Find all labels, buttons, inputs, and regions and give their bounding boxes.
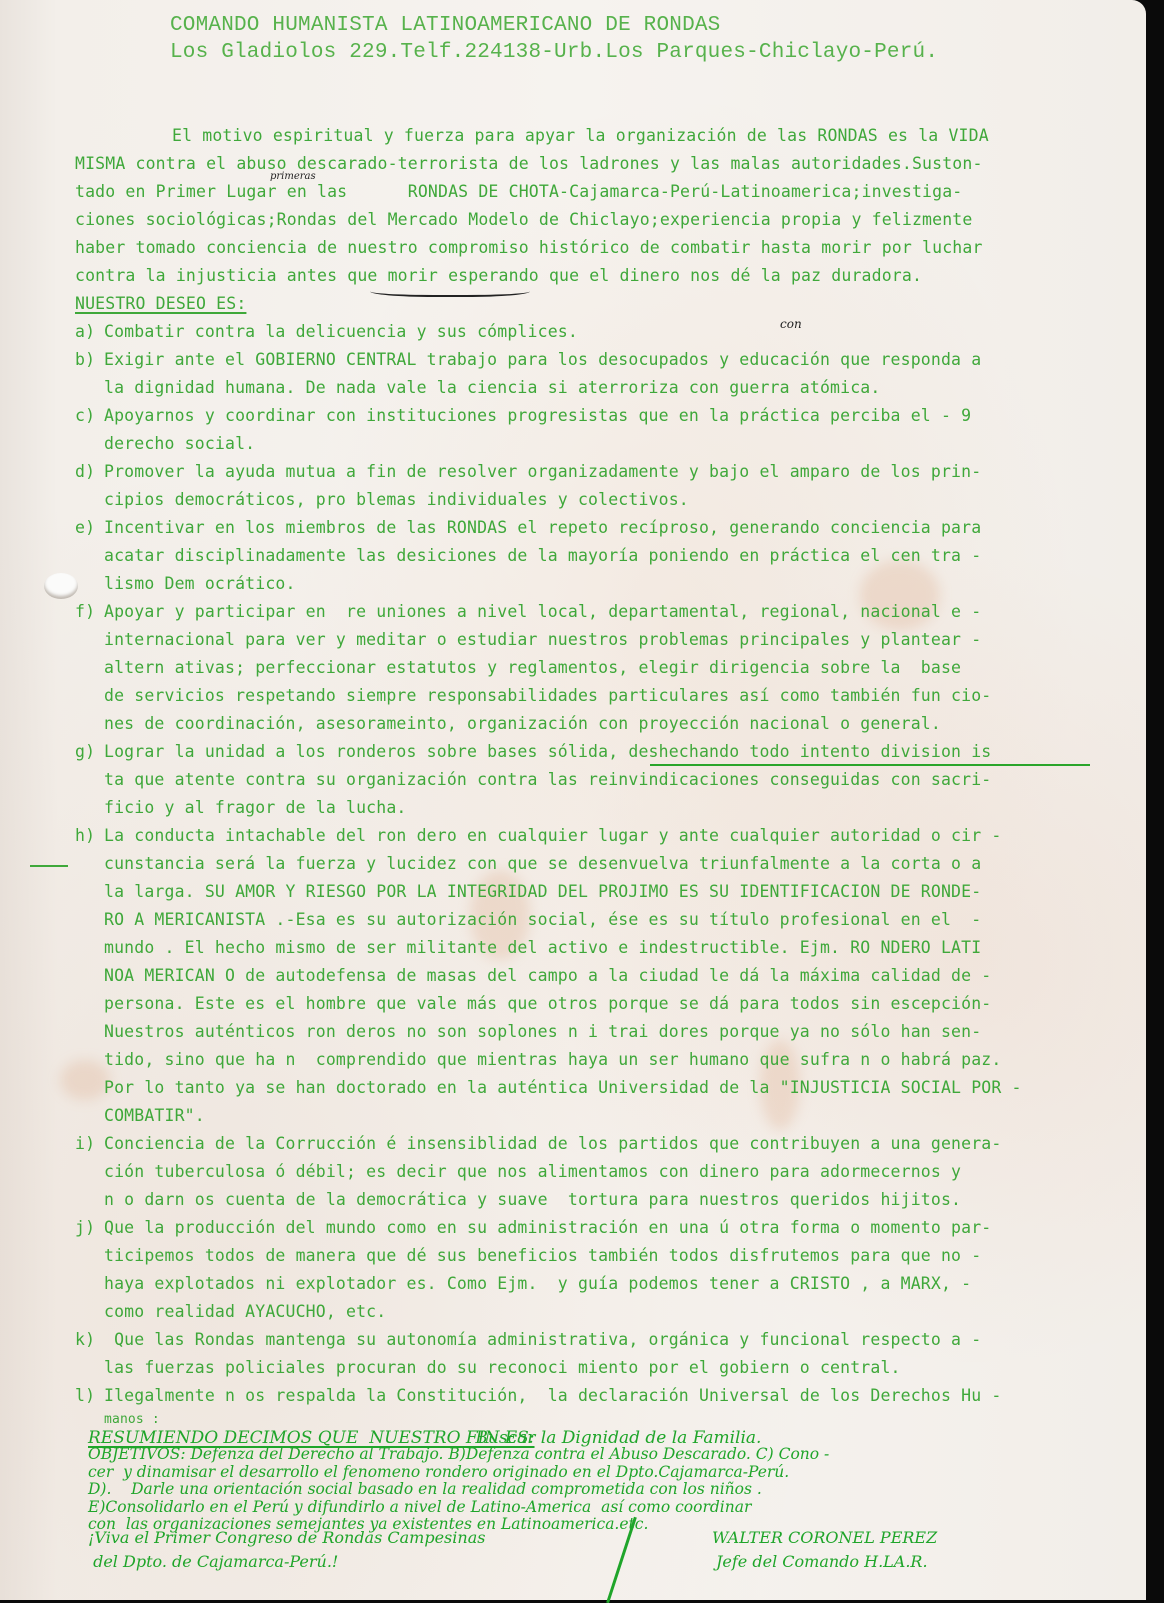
intro-line: MISMA contra el abuso descarado-terrorista de los ladrones y las malas autoridades.Suston- — [75, 154, 983, 173]
item-line: Exigir ante el GOBIERNO CENTRAL trabajo para los desocupados y educación que responda a — [104, 350, 982, 369]
item-label: f) — [75, 602, 96, 621]
intro-line: ciones sociológicas;Rondas del Mercado Modelo de Chiclayo;experiencia propia y felizmente — [75, 210, 973, 229]
handwritten-annotation: con — [780, 317, 802, 331]
item-line: Promover la ayuda mutua a fin de resolver organizadamente y bajo el amparo de los prin- — [104, 462, 982, 481]
item-line: internacional para ver y meditar o estudiar nuestros problemas principales y plantear - — [104, 630, 982, 649]
item-line: Combatir contra la delicuencia y sus cómplices. — [104, 322, 578, 341]
intro-line: contra la injusticia antes que morir esperando que el dinero nos dé la paz duradora. — [75, 266, 923, 285]
item-label: b) — [75, 350, 96, 369]
item-line: las fuerzas policiales procuran do su reconoci miento por el gobiern o central. — [104, 1358, 901, 1377]
item-label: g) — [75, 742, 96, 761]
summary-heading: RESUMIENDO DECIMOS QUE NUESTRO FIN ES: — [88, 1428, 535, 1448]
item-line: Por lo tanto ya se han doctorado en la auténtica Universidad de la "INJUSTICIA SOCIAL POR - — [104, 1078, 1022, 1097]
item-line: ta que atente contra su organización contra las reinvindicaciones conseguidas con sacri- — [104, 770, 992, 789]
item-line: ficio y al fragor de la lucha. — [104, 798, 407, 817]
item-line: mundo . El hecho mismo de ser militante del activo e indestructible. Ejm. RO NDERO LATI — [104, 938, 982, 957]
objectives-line: con las organizaciones semejantes ya existentes en Latinoamerica.etc. — [88, 1515, 649, 1533]
item-line: manos : — [104, 1412, 160, 1427]
margin-mark — [30, 865, 68, 867]
item-label: e) — [75, 518, 96, 537]
item-line: ticipemos todos de manera que dé sus beneficios también todos disfrutemos para que no - — [104, 1246, 982, 1265]
item-line: Nuestros auténticos ron deros no son soplones n i trai dores porque ya no sólo han sen- — [104, 1022, 982, 1041]
item-line: RO A MERICANISTA .-Esa es su autorización social, ése es su título profesional en el - — [104, 910, 982, 929]
scribble-mark — [370, 283, 530, 297]
item-line: Apoyar y participar en re uniones a nivel local, departamental, regional, nacional e - — [104, 602, 982, 621]
item-line: lismo Dem ocrático. — [104, 574, 296, 593]
item-line: ción tuberculosa ó débil; es decir que nos alimentamos con dinero para adormecernos y — [104, 1162, 962, 1181]
item-label: h) — [75, 826, 96, 845]
item-line: tido, sino que ha n comprendido que mientras haya un ser humano que sufra n o habrá paz. — [104, 1050, 1002, 1069]
item-label: a) — [75, 322, 96, 341]
item-line: Incentivar en los miembros de las RONDAS el repeto recíproso, generando conciencia para — [104, 518, 982, 537]
intro-line: tado en Primer Lugar en las RONDAS DE CHOTA-Cajamarca-Perú-Latinoamerica;investiga- — [75, 182, 963, 201]
item-line: de servicios respetando siempre responsabilidades particulares así como también fun cio- — [104, 686, 992, 705]
item-line: persona. Este es el hombre que vale más que otros porque se dá para todos sin escepción- — [104, 994, 992, 1013]
item-line: cunstancia será la fuerza y lucidez con que se desenvuelva triunfalmente a la corta o a — [104, 854, 982, 873]
item-line: NOA MERICAN O de autodefensa de masas del campo a la ciudad le dá la máxima calidad de - — [104, 966, 992, 985]
item-line: Que la producción del mundo como en su administración en una ú otra forma o momento par- — [104, 1218, 992, 1237]
objectives-line: D). Darle una orientación social basado en la realidad comprometida con los niños . — [88, 1480, 762, 1498]
item-label: k) — [75, 1330, 96, 1349]
objectives-line: E)Consolidarlo en el Perú y difundirlo a nivel de Latino-America así como coordinar — [88, 1497, 752, 1516]
objectives-line: OBJETIVOS: Defenza del Derecho al Trabajo. B)Defenza contra el Abuso Descarado. C) Cono - — [88, 1445, 830, 1463]
organization-address: Los Gladiolos 229.Telf.224138-Urb.Los Parques-Chiclayo-Perú. — [170, 41, 939, 64]
summary-goal: Buscar la Dignidad de la Familia. — [470, 1428, 762, 1448]
objectives-line: cer y dinamisar el desarrollo el fenomeno rondero originado en el Dpto.Cajamarca-Perú. — [88, 1462, 790, 1481]
item-line: como realidad AYACUCHO, etc. — [104, 1302, 387, 1321]
item-line: Que las Rondas mantenga su autonomía administrativa, orgánica y funcional respecto a - — [104, 1330, 982, 1349]
intro-line: haber tomado conciencia de nuestro compromiso histórico de combatir hasta morir por luchar — [75, 238, 983, 257]
item-line: Ilegalmente n os respalda la Constitución, la declaración Universal de los Derechos Hu - — [104, 1386, 1002, 1405]
item-line: COMBATIR". — [104, 1106, 205, 1125]
item-line: Conciencia de la Corrucción é insensiblidad de los partidos que contribuyen a una genera- — [104, 1134, 1002, 1153]
item-line: haya explotados ni explotador es. Como Ejm. y guía podemos tener a CRISTO , a MARX, - — [104, 1274, 972, 1293]
punch-hole — [44, 573, 78, 599]
underline-mark — [650, 764, 1090, 766]
signatory-name: WALTER CORONEL PEREZ — [712, 1528, 938, 1547]
intro-line: El motivo espiritual y fuerza para apyar la organización de las RONDAS es la VIDA — [172, 126, 989, 145]
organization-name: COMANDO HUMANISTA LATINOAMERICANO DE RONDAS — [170, 14, 721, 37]
item-line: Apoyarnos y coordinar con instituciones progresistas que en la práctica perciba el - 9 — [104, 406, 972, 425]
item-label: l) — [75, 1386, 96, 1405]
item-label: c) — [75, 406, 96, 425]
signatory-title: Jefe del Comando H.LA.R. — [716, 1552, 928, 1571]
slogan-line: ¡Viva el Primer Congreso de Rondas Campesinas — [88, 1528, 486, 1547]
section-heading: NUESTRO DESEO ES: — [75, 294, 247, 313]
item-line: la larga. SU AMOR Y RIESGO POR LA INTEGRIDAD DEL PROJIMO ES SU IDENTIFICACION DE RONDE- — [104, 882, 982, 901]
item-line: Lograr la unidad a los ronderos sobre bases sólida, deshechando todo intento division is — [104, 742, 992, 761]
item-line: n o darn os cuenta de la democrática y suave tortura para nuestros queridos hijitos. — [104, 1190, 962, 1209]
item-line: derecho social. — [104, 434, 256, 453]
handwritten-annotation: primeras — [270, 171, 316, 182]
item-line: La conducta intachable del ron dero en cualquier lugar y ante cualquier autoridad o cir - — [104, 826, 1002, 845]
item-line: nes de coordinación, asesorameinto, organización con proyección nacional o general. — [104, 714, 941, 733]
item-line: cipios democráticos, pro blemas individuales y colectivos. — [104, 490, 689, 509]
item-label: j) — [75, 1218, 96, 1237]
item-label: i) — [75, 1134, 96, 1153]
slogan-line: del Dpto. de Cajamarca-Perú.! — [88, 1552, 339, 1571]
item-line: la dignidad humana. De nada vale la ciencia si aterroriza con guerra atómica. — [104, 378, 881, 397]
item-line: acatar disciplinadamente las desiciones de la mayoría poniendo en práctica el cen tra - — [104, 546, 982, 565]
item-line: altern ativas; perfeccionar estatutos y reglamentos, elegir dirigencia sobre la base — [104, 658, 962, 677]
item-label: d) — [75, 462, 96, 481]
